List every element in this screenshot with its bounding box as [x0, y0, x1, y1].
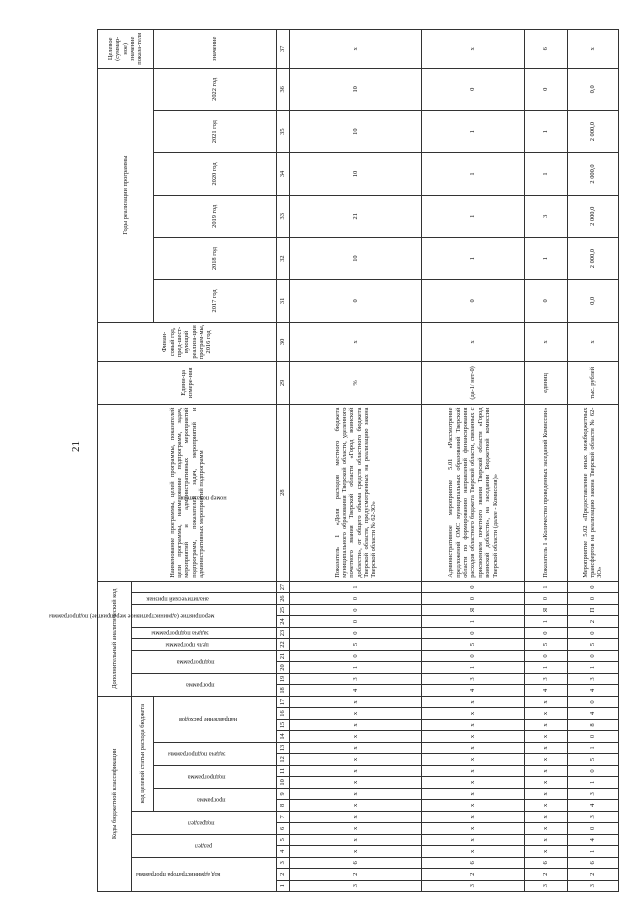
code-digit: х [290, 742, 422, 753]
code-digit: 1 [422, 616, 525, 627]
year-header: 2021 год [153, 111, 276, 153]
dop-program-header [131, 673, 276, 696]
column-number: 14 [276, 731, 289, 742]
code-digit: 5 [567, 639, 618, 650]
code-digit: х [290, 696, 422, 708]
column-number: 3 [276, 857, 289, 868]
code-digit: 0 [422, 581, 525, 593]
column-number: 18 [276, 685, 289, 696]
subsection-header [131, 811, 276, 834]
code-digit: 5 [422, 639, 525, 650]
row-year-value: 1 [525, 237, 567, 279]
row-name: Показатель 1 «Доля расходов местного бюджета муниципального образования Тверской области, уделенного почетного звания Тверской области «Город воинской доблести», от общего объема средств областного бюджета Тверской области, предусмотренных на реализацию закона Тверской области № 62-ЗО» [290, 404, 422, 581]
dop-analytic-header-text: аналитический признак [146, 595, 209, 603]
code-digit: 4 [567, 685, 618, 696]
code-digit: х [422, 708, 525, 719]
code-digit: 0 [567, 593, 618, 604]
code-digit: х [525, 765, 567, 776]
code-digit: 3 [567, 788, 618, 799]
code-digit: х [422, 765, 525, 776]
column-number: 28 [276, 404, 289, 581]
row-year-value: 3 [525, 195, 567, 237]
row-target: х [290, 30, 422, 69]
code-digit: х [290, 834, 422, 845]
target-item-header: код целевой статьи расхода бюджета [131, 696, 153, 811]
column-number: 19 [276, 673, 289, 684]
code-digit: х [422, 742, 525, 753]
code-digit: х [525, 719, 567, 730]
code-digit: 1 [290, 662, 422, 673]
code-digit: 0 [567, 731, 618, 742]
code-digit: х [290, 811, 422, 822]
code-digit: Я [525, 604, 567, 615]
code-digit: 6 [567, 857, 618, 868]
code-digit: 2 [567, 869, 618, 880]
row-name: Мероприятие 5.02 «Предоставление иных межбюджетных трансфертов на реализацию закона Тверской области № 62-ЗО» [567, 404, 618, 581]
row-name: Показатель 1 «Количество проведенных заседаний Комиссии» [525, 404, 567, 581]
code-digit: 0 [422, 593, 525, 604]
code-digit: х [422, 811, 525, 822]
column-number: 11 [276, 765, 289, 776]
row-year-value: 10 [290, 111, 422, 153]
code-digit: 1 [567, 662, 618, 673]
row-year-value: 1 [525, 111, 567, 153]
fin-year-header: Финан-совый год, пред-шест-вующий реализа-ции програм-мы, 2016 год [98, 322, 277, 362]
dop-goal-header-text: цель программы [165, 641, 209, 649]
column-number: 30 [276, 322, 289, 362]
column-number: 22 [276, 639, 289, 650]
kbk-subprogram-header [153, 765, 276, 788]
code-digit: 1 [567, 846, 618, 857]
code-digit: 0 [290, 593, 422, 604]
row-year-value: 0 [290, 280, 422, 322]
row-year-value: 2 000,0 [567, 111, 618, 153]
row-year-value: 0 [422, 280, 525, 322]
table-row [290, 30, 422, 892]
code-digit: 4 [567, 800, 618, 811]
code-digit: 3 [525, 880, 567, 891]
row-year-value: 21 [290, 195, 422, 237]
column-number: 29 [276, 362, 289, 404]
column-number: 33 [276, 195, 289, 237]
column-number: 25 [276, 604, 289, 615]
row-unit: % [290, 362, 422, 404]
row-year-value: 0,0 [567, 68, 618, 110]
column-number: 32 [276, 237, 289, 279]
column-number: 2 [276, 869, 289, 880]
code-digit: Я [422, 604, 525, 615]
dop-goal-header [131, 639, 276, 650]
code-digit: х [290, 823, 422, 834]
column-number: 1 [276, 880, 289, 891]
table-row [422, 30, 525, 892]
target-header: Целевое (суммар-ное) значение показа-теля [98, 30, 154, 69]
code-digit: х [525, 731, 567, 742]
kbk-direction-header-text: направление расходов [179, 715, 238, 723]
code-digit: х [422, 834, 525, 845]
column-number: 8 [276, 800, 289, 811]
dop-task-header-text: задача подпрограммы [151, 629, 209, 637]
code-digit: х [290, 788, 422, 799]
code-digit: 2 [290, 869, 422, 880]
code-digit: х [422, 719, 525, 730]
code-digit: 2 [525, 869, 567, 880]
code-digit: х [290, 800, 422, 811]
column-number: 13 [276, 742, 289, 753]
row-year-value: 10 [290, 237, 422, 279]
name-header: Наименование программы, целей программы, показателей цели программы, наименование подпрограмм, задач, мероприятий и административных мероприятий подпрограмм, показателей задач, мероприятий и административных мероприятий подпрограмм [98, 404, 277, 581]
code-digit: 1 [567, 777, 618, 788]
code-digit: 5 [290, 639, 422, 650]
row-fin-year: х [290, 322, 422, 362]
admin-code-header [131, 857, 276, 891]
code-digit: 3 [422, 673, 525, 684]
row-name: Административное мероприятие 5.01 «Рассмотрение предложений ОМС муниципальных образований Тверской области по формированию направлений финансирования расходов областного бюджета Тверской области, связанных с присвоением почетного звания Тверской области «Город воинской доблести», на заседании Бюджетной комиссии Тверской области (далее - Комиссия)» [422, 404, 525, 581]
code-digit: 0 [567, 650, 618, 661]
row-year-value: 10 [290, 153, 422, 195]
kbk-subprogram-header-text: подпрограмма [188, 773, 226, 781]
code-digit: 4 [525, 685, 567, 696]
row-fin-year: х [525, 322, 567, 362]
code-digit: 0 [567, 696, 618, 708]
indicator-table-sheet [49, 29, 619, 892]
column-number: 12 [276, 754, 289, 765]
code-digit: х [422, 777, 525, 788]
code-digit: х [525, 800, 567, 811]
section-header [131, 834, 276, 857]
unit-header: Едини-ца измере-ния [98, 362, 277, 404]
code-digit: х [525, 811, 567, 822]
code-digit: х [525, 754, 567, 765]
column-number: 6 [276, 823, 289, 834]
code-digit: 6 [422, 857, 525, 868]
dop-task-header [131, 627, 276, 638]
code-digit: х [290, 777, 422, 788]
column-number: 17 [276, 696, 289, 708]
column-number: 21 [276, 650, 289, 661]
column-number: 5 [276, 834, 289, 845]
code-digit: 4 [567, 708, 618, 719]
code-digit: х [290, 731, 422, 742]
year-header: 2022 год [153, 68, 276, 110]
code-digit: 0 [567, 765, 618, 776]
row-unit: единиц [525, 362, 567, 404]
section-header-text: раздел [195, 842, 213, 850]
code-digit: 3 [567, 811, 618, 822]
kbk-task-header [153, 742, 276, 765]
code-digit: 3 [567, 880, 618, 891]
code-digit: 1 [567, 742, 618, 753]
year-header: 2018 год [153, 237, 276, 279]
code-digit: х [290, 754, 422, 765]
code-digit: 1 [525, 662, 567, 673]
code-digit: 2 [422, 869, 525, 880]
table-row [567, 30, 618, 892]
value-header: значение [153, 30, 276, 69]
code-digit: 1 [525, 616, 567, 627]
row-year-value: 0 [525, 280, 567, 322]
code-digit: 1 [422, 662, 525, 673]
column-number: 9 [276, 788, 289, 799]
code-digit: х [422, 788, 525, 799]
years-group-header: Годы реализации программы [98, 68, 154, 322]
code-digit: х [290, 719, 422, 730]
code-digit: 0 [567, 823, 618, 834]
column-number: 4 [276, 846, 289, 857]
code-digit: х [525, 742, 567, 753]
code-digit: 3 [422, 880, 525, 891]
column-number: 27 [276, 581, 289, 593]
row-target: х [422, 30, 525, 69]
row-fin-year: х [567, 322, 618, 362]
dop-indicator-header-text: номер показателя [180, 495, 227, 503]
row-year-value: 0 [525, 68, 567, 110]
dop-event-header [49, 604, 276, 627]
row-year-value: 1 [422, 111, 525, 153]
code-digit: х [290, 708, 422, 719]
row-year-value: 1 [525, 153, 567, 195]
row-target: х [567, 30, 618, 69]
row-target: 6 [525, 30, 567, 69]
kbk-task-header-text: задача подпрограммы [168, 750, 226, 758]
row-year-value: 1 [422, 153, 525, 195]
code-digit: 0 [525, 593, 567, 604]
code-digit: х [422, 696, 525, 708]
code-digit: 1 [525, 581, 567, 593]
code-digit: х [422, 754, 525, 765]
row-year-value: 0 [422, 68, 525, 110]
code-digit: 4 [567, 834, 618, 845]
code-digit: х [422, 823, 525, 834]
code-digit: 4 [290, 685, 422, 696]
code-digit: 8 [567, 719, 618, 730]
column-number: 16 [276, 708, 289, 719]
dop-code-group-header: Дополнительный аналитический код [98, 581, 132, 696]
code-digit: х [422, 731, 525, 742]
page-number: 21 [70, 441, 82, 452]
year-header: 2020 год [153, 153, 276, 195]
code-digit: х [422, 846, 525, 857]
code-digit: 0 [422, 650, 525, 661]
code-digit: 0 [525, 650, 567, 661]
column-number: 23 [276, 627, 289, 638]
code-digit: 3 [290, 673, 422, 684]
dop-subprogram-header-text: подпрограмма [176, 658, 215, 666]
code-digit: 0 [290, 604, 422, 615]
column-number: 7 [276, 811, 289, 822]
column-number: 15 [276, 719, 289, 730]
row-year-value: 2 000,0 [567, 195, 618, 237]
subsection-header-text: подраздел [188, 819, 215, 827]
row-year-value: 0,0 [567, 280, 618, 322]
code-digit: х [525, 834, 567, 845]
code-digit: х [525, 846, 567, 857]
code-digit: П [567, 604, 618, 615]
row-year-value: 2 000,0 [567, 237, 618, 279]
code-digit: 0 [290, 650, 422, 661]
row-year-value: 1 [422, 237, 525, 279]
column-number: 10 [276, 777, 289, 788]
row-fin-year: х [422, 322, 525, 362]
code-digit: 0 [290, 627, 422, 638]
dop-program-header-text: программа [186, 681, 215, 689]
code-digit: 5 [567, 754, 618, 765]
code-digit: 4 [422, 685, 525, 696]
row-year-value: 2 000,0 [567, 153, 618, 195]
column-number: 34 [276, 153, 289, 195]
column-number: 36 [276, 68, 289, 110]
row-unit: тыс. рублей [567, 362, 618, 404]
column-number: 20 [276, 662, 289, 673]
code-digit: 0 [422, 627, 525, 638]
code-digit: х [525, 708, 567, 719]
code-digit: 3 [567, 673, 618, 684]
code-digit: 5 [525, 639, 567, 650]
table-row [525, 30, 567, 892]
code-digit: 6 [525, 857, 567, 868]
dop-analytic-header [131, 593, 276, 604]
dop-subprogram-header [131, 650, 276, 673]
column-number: 26 [276, 593, 289, 604]
column-number: 24 [276, 616, 289, 627]
year-header: 2017 год [153, 280, 276, 322]
kbk-program-header [153, 788, 276, 811]
code-digit: 3 [525, 673, 567, 684]
indicator-table [49, 29, 619, 892]
code-digit: х [290, 765, 422, 776]
code-digit: х [290, 846, 422, 857]
kbk-direction-header [153, 696, 276, 742]
code-digit: 2 [567, 616, 618, 627]
code-digit: 0 [525, 627, 567, 638]
row-unit: (да-1/ нет-0) [422, 362, 525, 404]
code-digit: х [525, 788, 567, 799]
column-number: 35 [276, 111, 289, 153]
row-year-value: 1 [422, 195, 525, 237]
year-header: 2019 год [153, 195, 276, 237]
code-digit: 0 [290, 616, 422, 627]
column-number: 31 [276, 280, 289, 322]
code-digit: 0 [567, 627, 618, 638]
dop-event-header-text: мероприятие (административное мероприятие) подпрограммы [49, 612, 215, 620]
code-digit: х [525, 823, 567, 834]
code-digit: х [525, 777, 567, 788]
row-year-value: 10 [290, 68, 422, 110]
code-digit: 6 [290, 857, 422, 868]
column-number: 37 [276, 30, 289, 69]
code-digit: 1 [290, 581, 422, 593]
admin-code-header-text: код администратора программы [136, 870, 221, 878]
kbk-program-header-text: программа [197, 796, 226, 804]
code-digit: 3 [290, 880, 422, 891]
code-digit: 0 [567, 581, 618, 593]
kbk-group-header: Коды бюджетной классификации [98, 696, 132, 891]
code-digit: х [422, 800, 525, 811]
code-digit: х [525, 696, 567, 708]
